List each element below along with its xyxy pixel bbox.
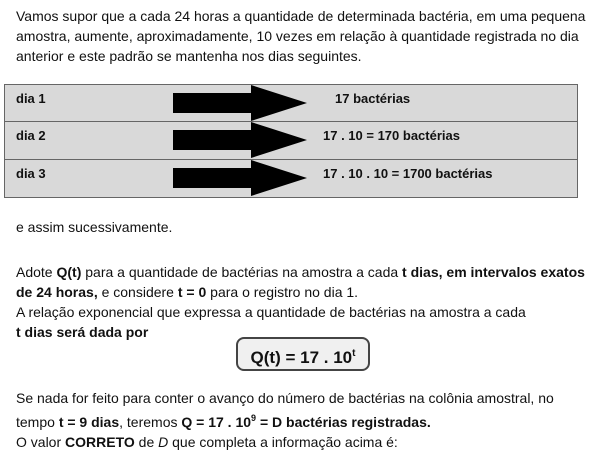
table-row (4, 160, 578, 198)
text: para a quantidade de bactérias na amostra a cada (81, 264, 403, 280)
text: Se nada for feito para conter o avanço do número de bactérias na colônia amostral, no tempo (16, 390, 554, 430)
text: de (134, 434, 159, 450)
d-variable: D (158, 434, 169, 450)
t-dias-sera: t dias será dada por (16, 324, 149, 340)
right-arrow-icon (173, 85, 307, 121)
after-table-text: e assim sucessivamente. (16, 219, 173, 235)
text: Adote (16, 264, 57, 280)
intervalos-text: , em intervalos exatos de 24 horas, (16, 264, 585, 300)
t-dias: t dias (402, 264, 439, 280)
row-label: dia 3 (16, 166, 46, 181)
q-value: Q = 17 . 10 (181, 414, 252, 430)
t-nine: t = 9 dias (58, 414, 120, 430)
adote-paragraph (16, 262, 586, 342)
q-of-t: Q(t) (56, 264, 82, 280)
correto-word: CORRETO (65, 434, 135, 450)
table-row (4, 122, 578, 160)
text: , teremos (119, 414, 182, 430)
text: A relação exponencial que expressa a quantidade de bactérias na amostra a cada (16, 304, 526, 320)
text: para o registro no dia 1. (206, 284, 359, 300)
d-registered: = D bactérias registradas. (256, 414, 431, 430)
row-label: dia 2 (16, 128, 46, 143)
row-result: 17 . 10 . 10 = 1700 bactérias (323, 166, 493, 181)
row-result: 17 . 10 = 170 bactérias (323, 128, 460, 143)
right-arrow-icon (173, 160, 307, 196)
formula-exponent: t (352, 348, 356, 359)
formula-base: Q(t) = 17 . 10 (250, 348, 353, 367)
table-row (4, 84, 578, 122)
question-paragraph (16, 388, 596, 452)
q-exponent: 9 (251, 413, 257, 423)
text: que completa a informação acima é: (168, 434, 398, 450)
text: O valor (16, 434, 66, 450)
intro-paragraph: Vamos supor que a cada 24 horas a quantidade de determinada bactéria, em uma pequena amostra, aumente, aproximadamente, 10 vezes em relação à quantidade registrada no dia anterior e este padrão se mantenha nos dias seguintes. (16, 8, 586, 64)
formula-box (236, 337, 370, 371)
row-label: dia 1 (16, 91, 46, 106)
right-arrow-icon (173, 122, 307, 158)
days-table (4, 84, 578, 198)
text: e considere (97, 284, 178, 300)
t-zero: t = 0 (177, 284, 207, 300)
row-result: 17 bactérias (335, 91, 411, 106)
